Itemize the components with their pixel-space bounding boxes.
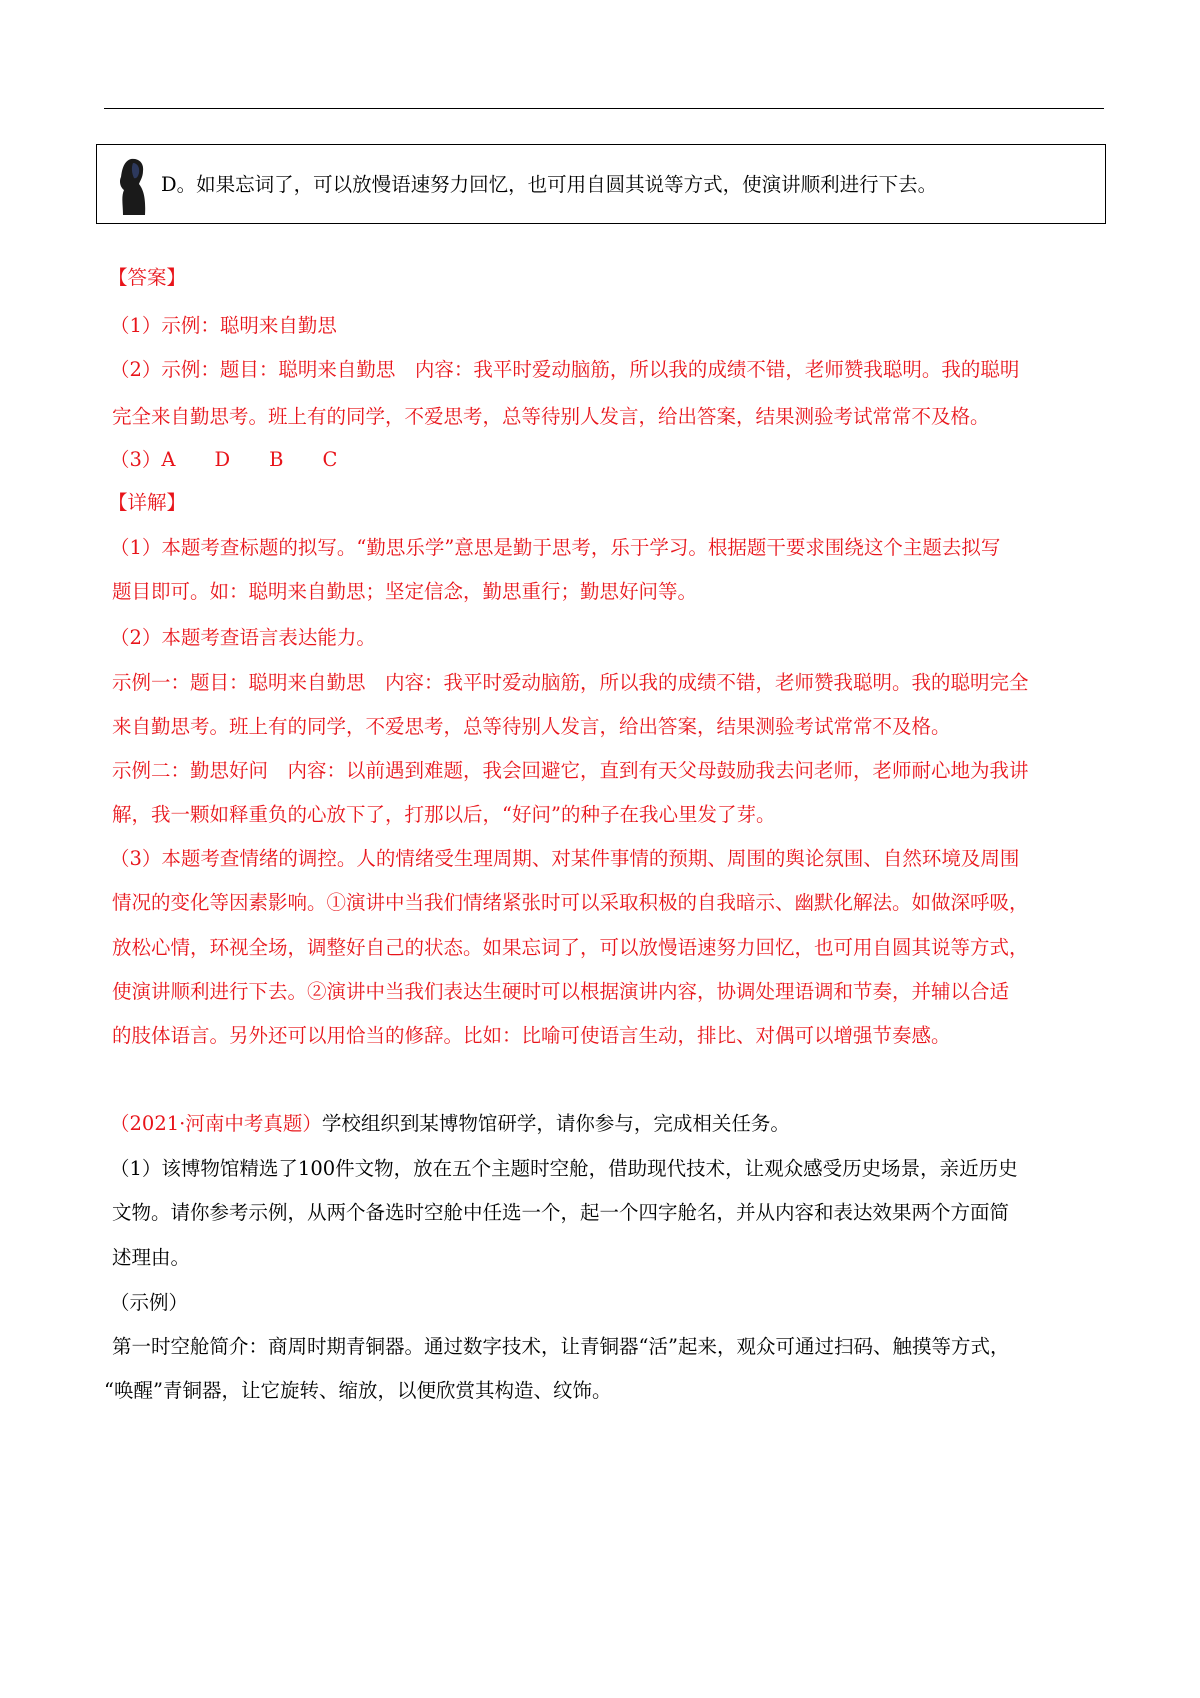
question-intro: 学校组织到某博物馆研学，请你参与，完成相关任务。 bbox=[321, 1112, 790, 1135]
question-line: （示例） bbox=[110, 1291, 189, 1314]
explanation-heading: 【详解】 bbox=[108, 491, 187, 514]
answer-line: （2）示例：题目：聪明来自勤思 内容：我平时爱动脑筋，所以我的成绩不错，老师赞我聪明。我的聪明 bbox=[110, 358, 1020, 381]
page-header-rule bbox=[104, 108, 1104, 109]
question-line: 述理由。 bbox=[112, 1246, 191, 1269]
explanation-line: 情况的变化等因素影响。①演讲中当我们情绪紧张时可以采取积极的自我暗示、幽默化解法。如做深呼吸， bbox=[112, 891, 1029, 914]
answer-heading: 【答案】 bbox=[108, 266, 187, 289]
question-source-tag: （2021·河南中考真题） bbox=[110, 1112, 322, 1135]
explanation-line: 题目即可。如：聪明来自勤思；坚定信念，勤思重行；勤思好问等。 bbox=[112, 580, 698, 603]
answer-line: （1）示例：聪明来自勤思 bbox=[110, 314, 337, 337]
explanation-line: （1）本题考查标题的拟写。“勤思乐学”意思是勤于思考，乐于学习。根据题干要求围绕这个主题去拟写 bbox=[110, 536, 1001, 559]
explanation-line: 使演讲顺利进行下去。②演讲中当我们表达生硬时可以根据演讲内容，协调处理语调和节奏，并辅以合适 bbox=[112, 980, 1010, 1003]
explanation-line: 来自勤思考。班上有的同学，不爱思考，总等待别人发言，给出答案，结果测验考试常常不及格。 bbox=[112, 715, 951, 738]
speaker-silhouette-icon bbox=[117, 157, 147, 215]
explanation-line: 的肢体语言。另外还可以用恰当的修辞。比如：比喻可使语言生动，排比、对偶可以增强节奏感。 bbox=[112, 1024, 951, 1047]
question-line: （1）该博物馆精选了100件文物，放在五个主题时空舱，借助现代技术，让观众感受历史场景，亲近历史 bbox=[110, 1157, 1018, 1180]
answer-line: 完全来自勤思考。班上有的同学，不爱思考，总等待别人发言，给出答案，结果测验考试常常不及格。 bbox=[112, 405, 990, 428]
answer-line: （3）A D B C bbox=[110, 448, 338, 471]
question-intro-line bbox=[110, 1108, 790, 1136]
explanation-line: 放松心情，环视全场，调整好自己的状态。如果忘词了，可以放慢语速努力回忆，也可用自圆其说等方式， bbox=[112, 936, 1029, 959]
explanation-line: 示例二：勤思好问 内容：以前遇到难题，我会回避它，直到有天父母鼓励我去问老师，老师耐心地为我讲 bbox=[112, 759, 1029, 782]
explanation-line: 示例一：题目：聪明来自勤思 内容：我平时爱动脑筋，所以我的成绩不错，老师赞我聪明。我的聪明完全 bbox=[112, 671, 1029, 694]
explanation-line: （3）本题考查情绪的调控。人的情绪受生理周期、对某件事情的预期、周围的舆论氛围、自然环境及周围 bbox=[110, 847, 1020, 870]
question-line: 文物。请你参考示例，从两个备选时空舱中任选一个，起一个四字舱名，并从内容和表达效果两个方面简 bbox=[112, 1201, 1010, 1224]
question-line: “唤醒”青铜器，让它旋转、缩放，以便欣赏其构造、纹饰。 bbox=[104, 1379, 612, 1402]
quote-box-text: D。如果忘词了，可以放慢语速努力回忆，也可用自圆其说等方式，使演讲顺利进行下去。 bbox=[161, 173, 938, 196]
explanation-line: 解，我一颗如释重负的心放下了，打那以后，“好问”的种子在我心里发了芽。 bbox=[112, 803, 776, 826]
explanation-line: （2）本题考查语言表达能力。 bbox=[110, 626, 376, 649]
quote-box bbox=[96, 144, 1106, 224]
question-line: 第一时空舱简介：商周时期青铜器。通过数字技术，让青铜器“活”起来，观众可通过扫码、触摸等方式， bbox=[112, 1335, 1010, 1358]
